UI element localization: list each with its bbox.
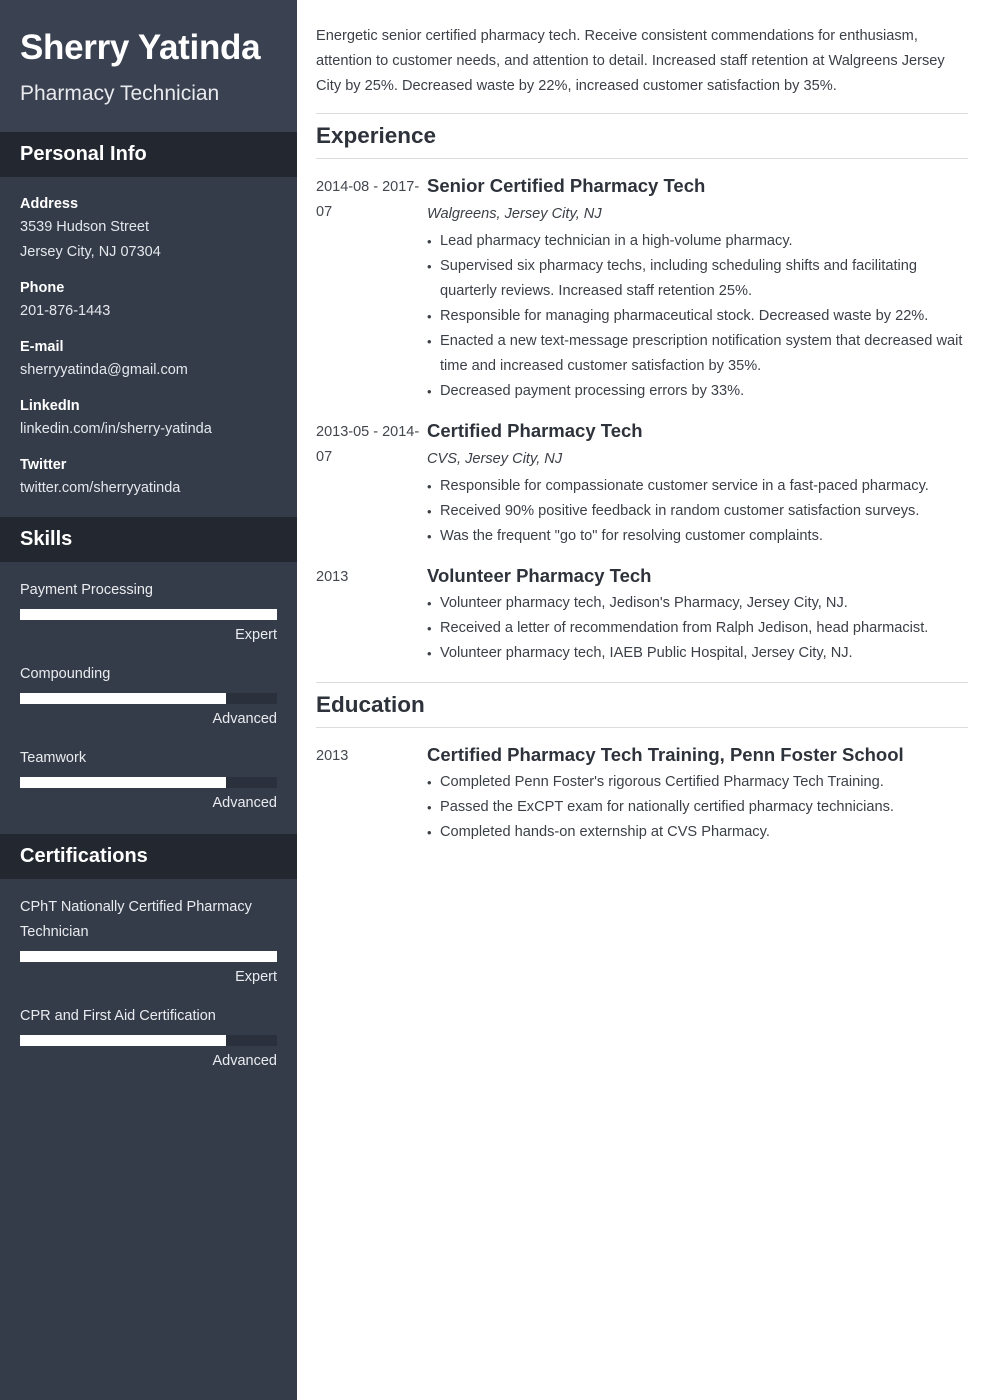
entry-bullet: • Received a letter of recommendation from Ralph Jedison, head pharmacist. [427, 616, 968, 641]
skill-name: Payment Processing [20, 582, 153, 598]
skill-level-label: Expert [235, 627, 277, 643]
personal-info-item [20, 395, 277, 442]
sidebar-header [0, 0, 297, 132]
skill-level-bar-fill [20, 1035, 226, 1046]
education-entries [316, 742, 968, 845]
personal-info-label: Address [20, 196, 79, 212]
entry-title: Certified Pharmacy Tech [427, 420, 643, 441]
entry-bullet-list [427, 229, 968, 404]
entry-bullet: • Enacted a new text-message prescription notification system that decreased wait time and increased customer satisfaction by 35%. [427, 329, 968, 379]
education-section [316, 682, 968, 845]
entry-body [427, 173, 968, 404]
entry-bullet: • Was the frequent "go to" for resolving customer complaints. [427, 524, 968, 549]
skill-name: CPhT Nationally Certified Pharmacy Technician [20, 899, 252, 940]
entry-dates: 2013 [316, 569, 349, 585]
entry-bullet: • Volunteer pharmacy tech, Jedison's Pharmacy, Jersey City, NJ. [427, 591, 968, 616]
entry-dates: 2013 [316, 748, 349, 764]
personal-info-value: 201-876-1443 [20, 303, 111, 319]
education-heading: Education [316, 692, 425, 717]
entry-bullet-list [427, 474, 968, 549]
personal-info-item [20, 454, 277, 501]
entry-subtitle: Walgreens, Jersey City, NJ [427, 206, 602, 222]
resume-entry [316, 173, 968, 404]
skill-level-bar [20, 693, 277, 704]
personal-info-value: twitter.com/sherryyatinda [20, 480, 181, 496]
skills-section-bar [0, 517, 297, 562]
resume-entry [316, 742, 968, 845]
skill-name: Teamwork [20, 750, 87, 766]
skill-item [20, 746, 277, 816]
personal-info-item [20, 336, 277, 383]
entry-bullet: • Supervised six pharmacy techs, including scheduling shifts and facilitating quarterly reviews. Increased staff retention 25%. [427, 254, 968, 304]
personal-info-value: linkedin.com/in/sherry-yatinda [20, 421, 212, 437]
skill-level-bar-fill [20, 609, 277, 620]
personal-info-label: Twitter [20, 457, 67, 473]
entry-bullet-list [427, 591, 968, 666]
resume-entry [316, 418, 968, 549]
entry-bullet: • Responsible for managing pharmaceutical stock. Decreased waste by 22%. [427, 304, 968, 329]
skill-level-bar-fill [20, 693, 226, 704]
entry-title: Volunteer Pharmacy Tech [427, 565, 652, 586]
skills-body [0, 562, 297, 834]
candidate-job-title: Pharmacy Technician [20, 82, 220, 105]
entry-subtitle: CVS, Jersey City, NJ [427, 451, 563, 467]
personal-info-body [0, 177, 297, 517]
personal-info-heading: Personal Info [20, 143, 147, 165]
skill-level-bar-fill [20, 951, 277, 962]
resume-entry [316, 563, 968, 666]
entry-title: Senior Certified Pharmacy Tech [427, 175, 706, 196]
education-section-header [316, 682, 968, 728]
skill-name: CPR and First Aid Certification [20, 1008, 216, 1024]
entry-body [427, 742, 968, 845]
entry-dates: 2013-05 - 2014-07 [316, 424, 420, 465]
entry-bullet-list [427, 770, 968, 845]
entry-dates: 2014-08 - 2017-07 [316, 179, 420, 220]
personal-info-item [20, 277, 277, 324]
personal-info-value: 3539 Hudson Street [20, 219, 149, 235]
skill-level-bar-fill [20, 777, 226, 788]
experience-section-header [316, 113, 968, 159]
entry-title: Certified Pharmacy Tech Training, Penn Foster School [427, 744, 904, 765]
entry-bullet: • Completed Penn Foster's rigorous Certified Pharmacy Tech Training. [427, 770, 968, 795]
personal-info-item [20, 193, 277, 265]
main-content [297, 0, 990, 1400]
personal-info-value: sherryyatinda@gmail.com [20, 362, 188, 378]
skill-level-label: Advanced [212, 1053, 277, 1069]
personal-info-label: E-mail [20, 339, 64, 355]
skill-name: Compounding [20, 666, 111, 682]
entry-bullet: • Completed hands-on externship at CVS Pharmacy. [427, 820, 968, 845]
entry-body [427, 418, 968, 549]
personal-info-section-bar [0, 132, 297, 177]
skill-level-label: Advanced [212, 795, 277, 811]
skill-item [20, 1004, 277, 1074]
experience-heading: Experience [316, 123, 437, 148]
personal-info-label: Phone [20, 280, 65, 296]
skill-level-label: Advanced [212, 711, 277, 727]
skill-level-bar [20, 777, 277, 788]
skill-item [20, 895, 277, 990]
certifications-section-bar [0, 834, 297, 879]
certifications-heading: Certifications [20, 845, 148, 867]
entry-bullet: • Passed the ExCPT exam for nationally certified pharmacy technicians. [427, 795, 968, 820]
professional-summary: Energetic senior certified pharmacy tech. Receive consistent commendations for enthusiasm, attention to customer needs, and attention to detail. Increased staff retention at Walgreens Jersey City by 25%. Decreased waste by 22%, increased customer satisfaction by 35%. [316, 28, 945, 94]
skill-level-label: Expert [235, 969, 277, 985]
personal-info-value: Jersey City, NJ 07304 [20, 244, 161, 260]
skill-item [20, 578, 277, 648]
entry-bullet: • Decreased payment processing errors by 33%. [427, 379, 968, 404]
entry-bullet: • Lead pharmacy technician in a high-volume pharmacy. [427, 229, 968, 254]
experience-section [316, 113, 968, 666]
entry-bullet: • Volunteer pharmacy tech, IAEB Public Hospital, Jersey City, NJ. [427, 641, 968, 666]
personal-info-label: LinkedIn [20, 398, 80, 414]
skill-item [20, 662, 277, 732]
experience-entries [316, 173, 968, 666]
skill-level-bar [20, 1035, 277, 1046]
skills-heading: Skills [20, 528, 73, 550]
certifications-body [0, 879, 297, 1092]
entry-bullet: • Received 90% positive feedback in random customer satisfaction surveys. [427, 499, 968, 524]
entry-body [427, 563, 968, 666]
entry-bullet: • Responsible for compassionate customer service in a fast-paced pharmacy. [427, 474, 968, 499]
candidate-name: Sherry Yatinda [20, 28, 261, 67]
skill-level-bar [20, 951, 277, 962]
sidebar [0, 0, 297, 1400]
skill-level-bar [20, 609, 277, 620]
